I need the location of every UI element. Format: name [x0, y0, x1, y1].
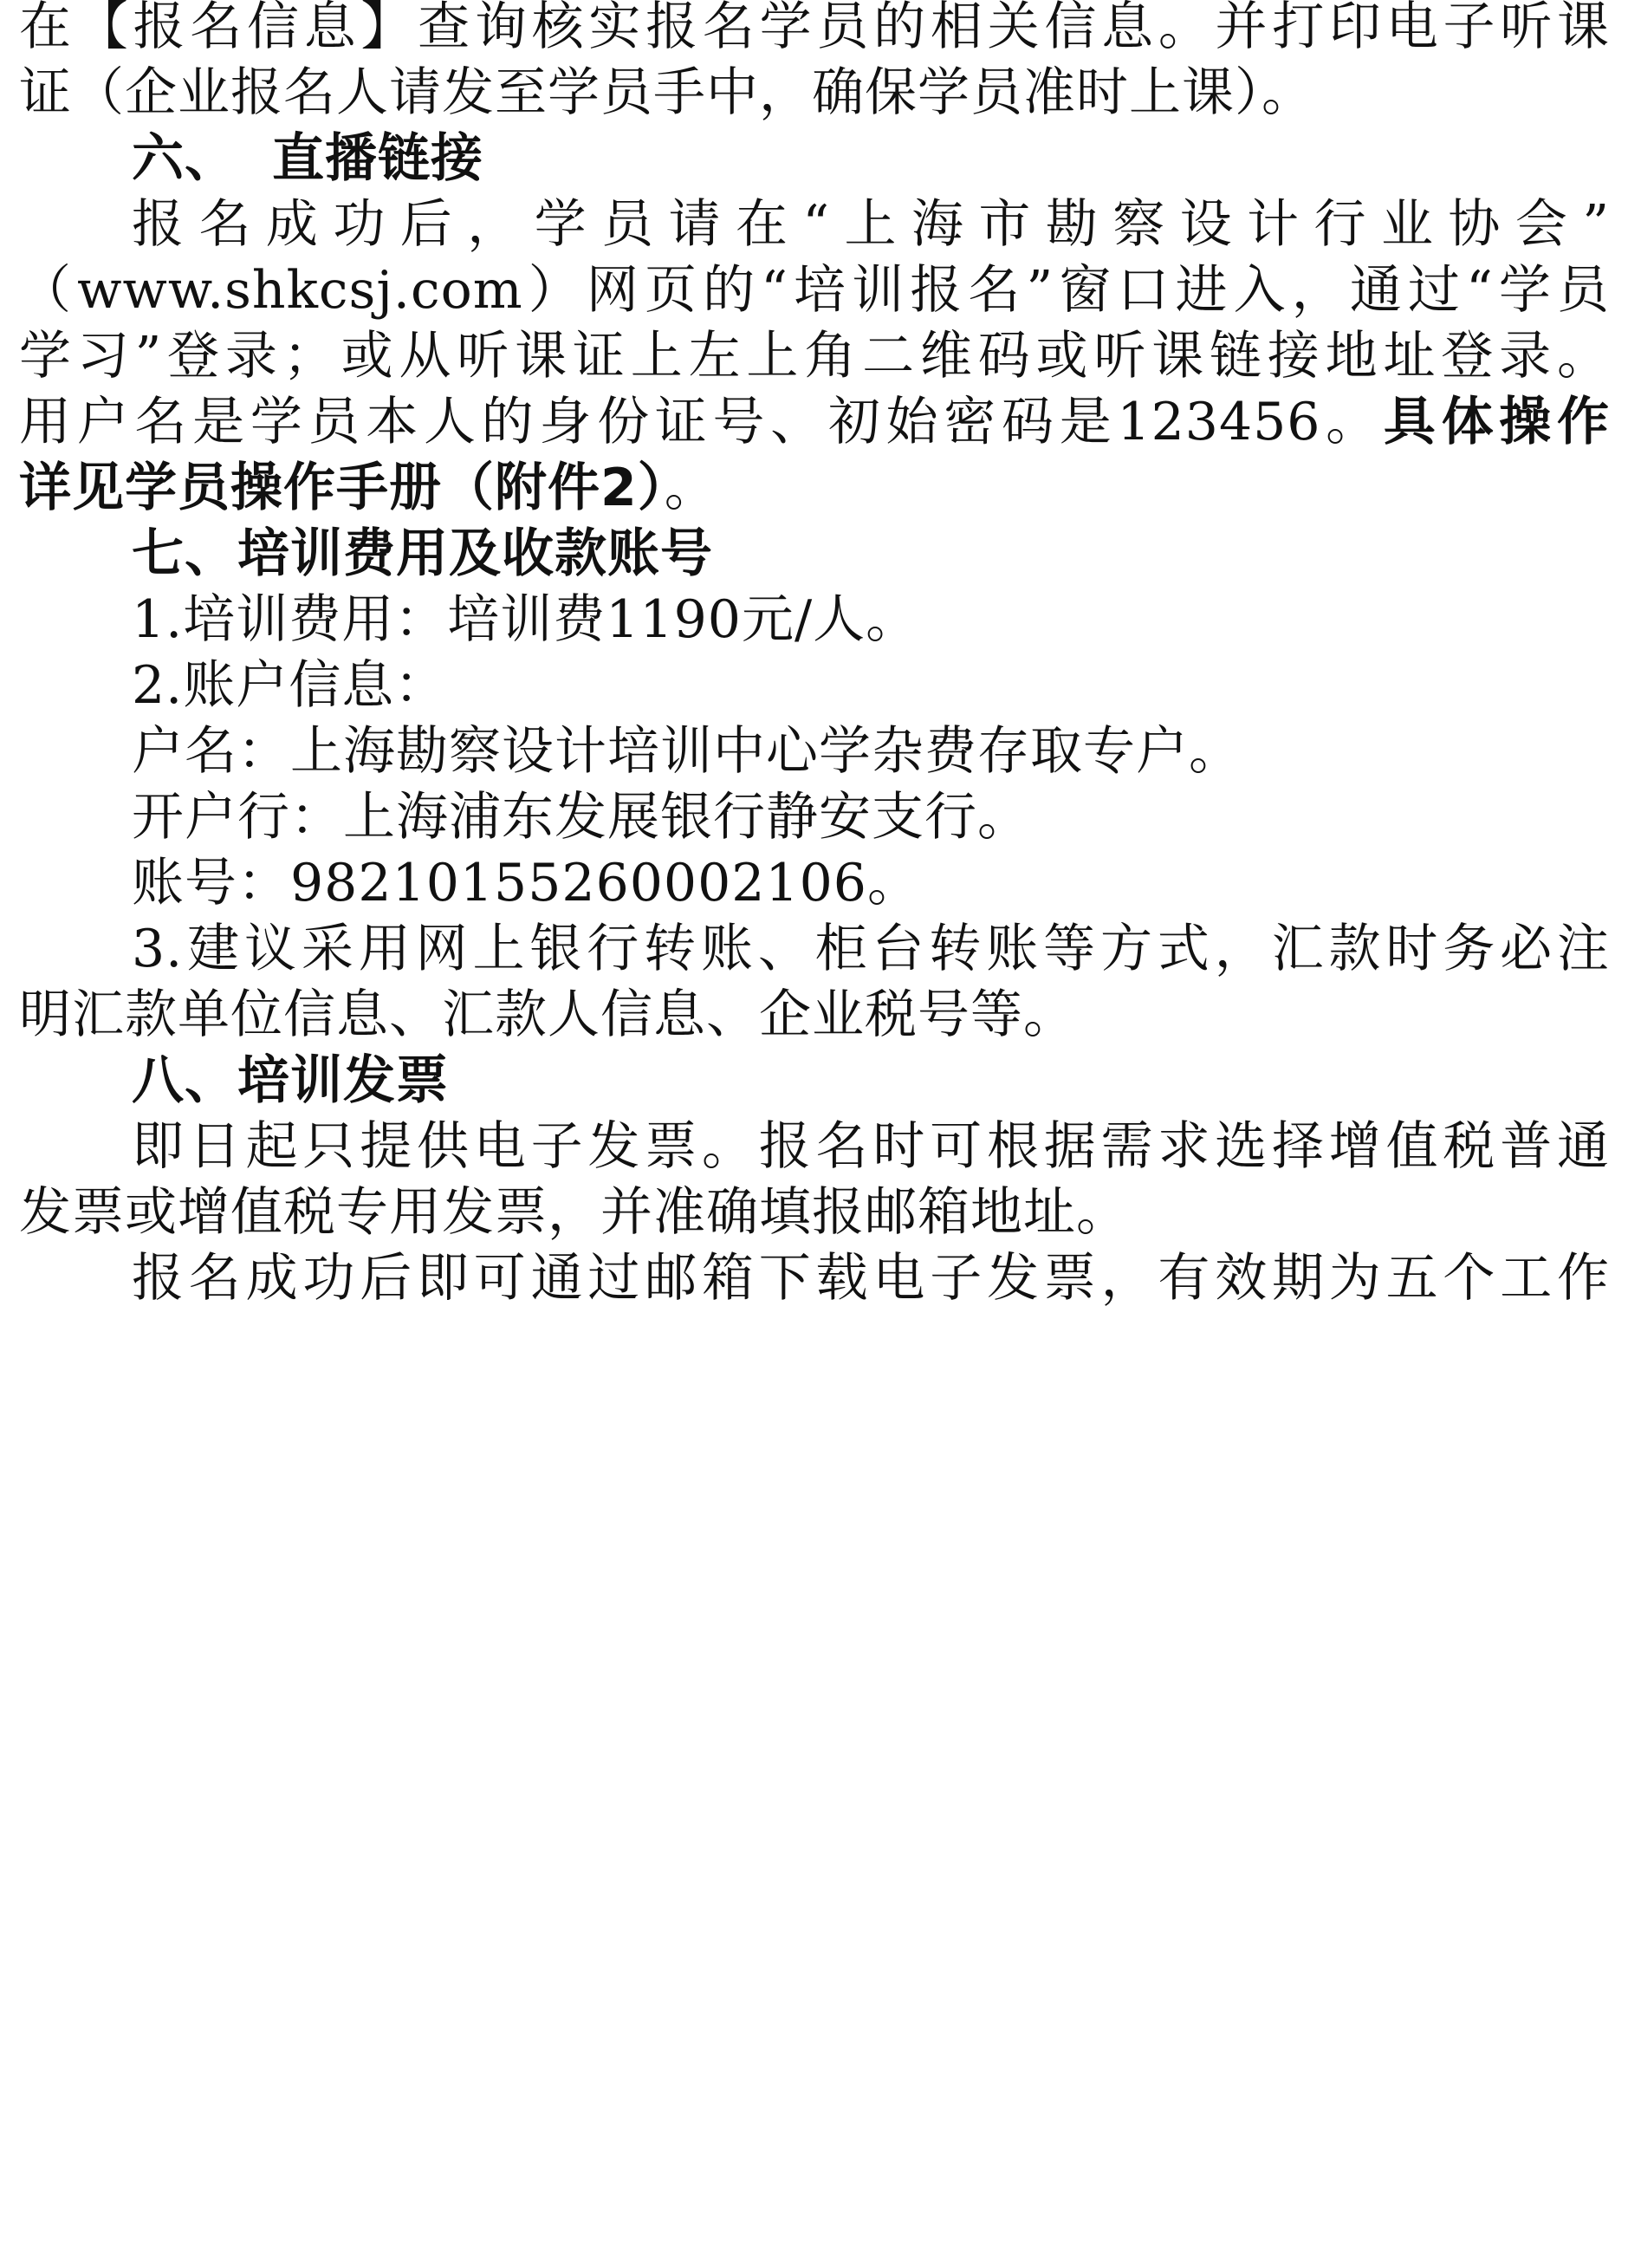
paragraph-line: 学习”登录；或从听课证上左上角二维码或听课链接地址登录。 [19, 326, 1610, 387]
paragraph-text: 。 [664, 458, 717, 518]
bold-text: 具体操作 [1383, 392, 1610, 452]
paragraph-line: 1.培训费用：培训费1190元/人。 [132, 589, 919, 650]
paragraph-line: 明汇款单位信息、汇款人信息、企业税号等。 [19, 985, 1076, 1045]
paragraph-line: 报名成功后即可通过邮箱下载电子发票，有效期为五个工作 [132, 1248, 1610, 1309]
paragraph-line: 3.建议采用网上银行转账、柜台转账等方式，汇款时务必注 [132, 919, 1610, 979]
paragraph-line: 报名成功后，学员请在“上海市勘察设计行业协会” [132, 194, 1610, 255]
paragraph-line: （www.shkcsj.com）网页的“培训报名”窗口进入，通过“学员 [19, 260, 1610, 321]
section-heading-8: 八、培训发票 [132, 1050, 449, 1111]
paragraph-line: 户名：上海勘察设计培训中心学杂费存取专户。 [132, 721, 1242, 782]
section-number: 六、 [132, 128, 237, 189]
bold-text: 详见学员操作手册（附件2） [19, 458, 665, 518]
paragraph-line: 发票或增值税专用发票，并准确填报邮箱地址。 [19, 1182, 1129, 1243]
paragraph-line: 在【报名信息】查询核实报名学员的相关信息。并打印电子听课 [19, 0, 1610, 57]
section-heading-7: 七、培训费用及收款账号 [132, 523, 713, 584]
paragraph-line: 开户行：上海浦东发展银行静安支行。 [132, 787, 1030, 848]
paragraph-line: 即日起只提供电子发票。报名时可根据需求选择增值税普通 [132, 1116, 1610, 1177]
paragraph-line: 2.账户信息： [132, 655, 448, 716]
paragraph-line: 证（企业报名人请发至学员手中，确保学员准时上课）。 [19, 62, 1314, 123]
paragraph-line: 账号：98210155260002106。 [132, 853, 920, 913]
paragraph-text: 用户名是学员本人的身份证号、初始密码是123456。 [19, 392, 1384, 452]
section-title: 直播链接 [272, 128, 483, 189]
